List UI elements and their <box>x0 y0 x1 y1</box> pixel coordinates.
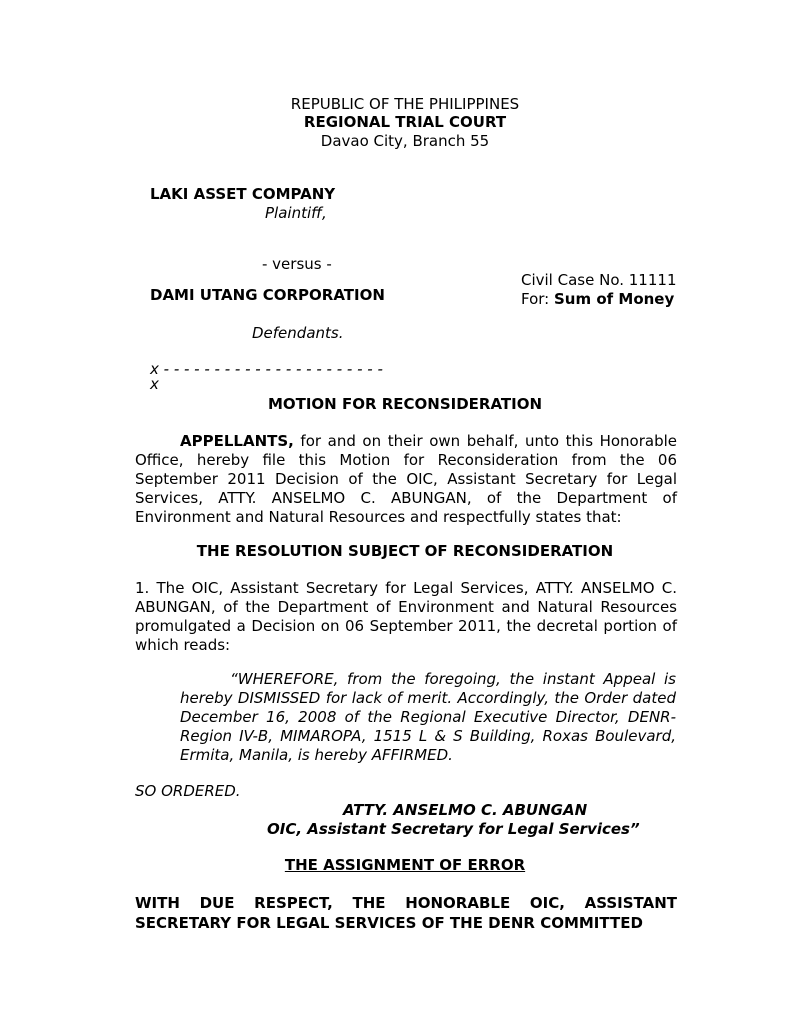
caption-divider-tail: x <box>150 375 159 393</box>
for-label: For: <box>521 290 554 308</box>
intro-text: for and on their own behalf, unto this Honorable Office, hereby file this Motion for Reconsideration from the 06 September 2011 Decision of the OIC, Assistant Secretary for Legal Services, ATTY. ANSELMO C. ABUNGAN, of the Department of Environment and Natural Resources and respectfully states that: <box>135 432 677 526</box>
caption-divider: x - - - - - - - - - - - - - - - - - - - - - - <box>150 360 383 378</box>
decision-quote: “WHEREFORE, from the foregoing, the instant Appeal is hereby DISMISSED for lack of merit. Accordingly, the Order dated December 16, 2008 of the Regional Executive Director, DENR-Region IV-B, MIMAROPA, 1515 L & S Building, Roxas Boulevard, Ermita, Manila, is hereby AFFIRMED. <box>180 670 676 764</box>
assignment-paragraph: WITH DUE RESPECT, THE HONORABLE OIC, ASSISTANT SECRETARY FOR LEGAL SERVICES OF THE DENR COMMITTED <box>135 894 677 932</box>
defendant-name: DAMI UTANG CORPORATION <box>150 286 385 304</box>
document-title: MOTION FOR RECONSIDERATION <box>267 395 543 413</box>
signatory-title: OIC, Assistant Secretary for Legal Services” <box>267 820 640 838</box>
case-number: Civil Case No. 11111 <box>521 271 677 289</box>
section-heading-assignment: THE ASSIGNMENT OF ERROR <box>284 856 526 874</box>
plaintiff-name: LAKI ASSET COMPANY <box>150 185 336 203</box>
versus-text: - versus - <box>262 255 332 273</box>
court-location: Davao City, Branch 55 <box>320 132 490 150</box>
case-subject <box>521 290 674 308</box>
court-heading: REGIONAL TRIAL COURT <box>303 113 507 131</box>
for-value: Sum of Money <box>554 290 675 308</box>
paragraph-1: 1. The OIC, Assistant Secretary for Legal Services, ATTY. ANSELMO C. ABUNGAN, of the Department of Environment and Natural Resources promulgated a Decision on 06 September 2011, the decretal portion of which reads: <box>135 579 677 654</box>
signatory-name: ATTY. ANSELMO C. ABUNGAN <box>343 801 588 819</box>
defendant-label: Defendants. <box>252 324 344 342</box>
intro-lead: APPELLANTS, <box>180 432 294 450</box>
so-ordered: SO ORDERED. <box>135 782 241 800</box>
section-heading-resolution: THE RESOLUTION SUBJECT OF RECONSIDERATION <box>196 542 614 560</box>
plaintiff-label: Plaintiff, <box>265 204 327 222</box>
intro-paragraph <box>135 432 677 527</box>
republic-heading: REPUBLIC OF THE PHILIPPINES <box>290 95 520 113</box>
